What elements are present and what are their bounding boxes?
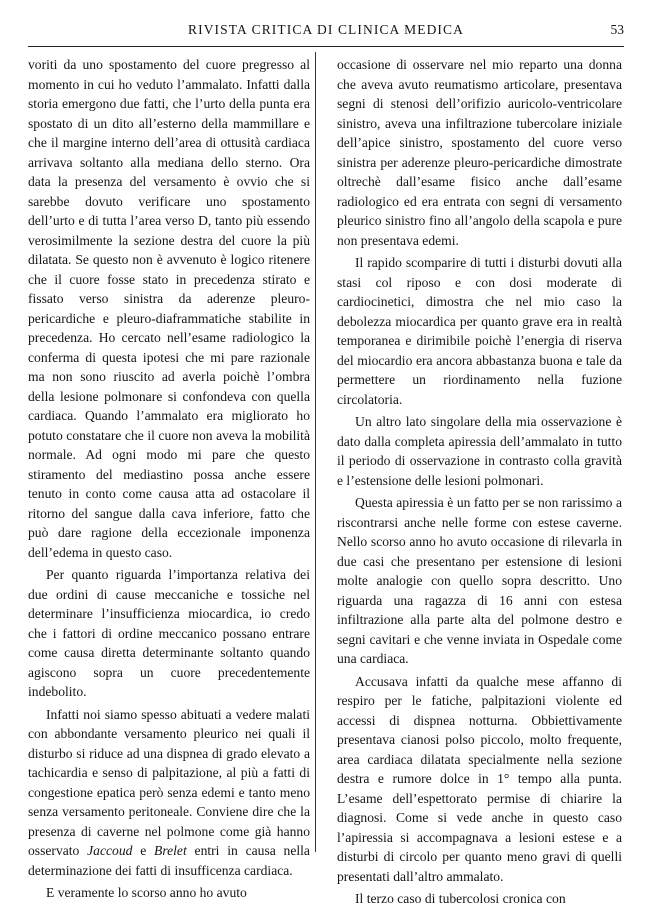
right-column [337, 55, 622, 909]
right-paragraph-6: Il terzo caso di tubercolosi cronica con [355, 891, 566, 906]
left-paragraph-4: E veramente lo scorso anno ho avuto [46, 885, 247, 900]
journal-title: RIVISTA CRITICA DI CLINICA MEDICA [188, 22, 464, 37]
column-divider [315, 52, 316, 852]
left-column [28, 55, 310, 903]
left-paragraph-3 [28, 705, 310, 881]
page-number: 53 [610, 22, 624, 37]
left-paragraph-3-text-a: Infatti noi siamo spesso abituati a vedere malati con abbondante versamento pleurico nei quali il disturbo si riduce ad una dispnea di grado elevato a tachicardia e senso di palpitazione, al più a fatti di congestione epatica però senza edemi e tanto meno senza versamento peritoneale. Conviene dire che la presenza di caverne nel polmone come già hanno osservato [28, 706, 310, 858]
running-header [28, 22, 624, 42]
left-paragraph-2: Per quanto riguarda l’importanza relativa dei due ordini di cause meccaniche e tossiche nel determinare l’insufficienza miocardica, io credo che i fattori di ordine meccanico possano entrare come causa diretta determinante soltanto quando agiscono sopra un cuore precedentemente indebolito. [28, 567, 310, 699]
left-paragraph-1: voriti da uno spostamento del cuore pregresso al momento in cui ho veduto l’ammalato. Infatti dalla storia emergono due fatti, che l’urto della punta era spostato di un dito all’esterno della mammillare e che il margine interno dell’area di ottusità cardiaca arrivava soltanto alla mediana dello sterno. Ora data la presenza del versamento è ovvio che si sarebbe dovuto verificare uno spostamento dell’urto e di tutta l’area verso D, tanto più essendo verosimilmente la sezione destra del cuore la più dilatata. Se questo non è avvenuto è logico ritenere che il cuore fosse stato in precedenza stirato e fissato verso sinistra da aderenze pleuro-pericardiche e pleuro-diaframmatiche stabilite in precedenza. Ho cercato nell’esame radiologico la conferma di questa ipotesi che mi pare razionale ma non sono riuscito ad averla poichè l’ombra della lesione polmonare si confondeva con quella cardiaca. Quando l’ammalato era migliorato ho potuto constatare che il cuore non aveva la mobilità normale. Ad ogni modo mi pare che questo stiramento del mediastino possa anche essere tenuto in conto come causa atta ad ostacolare il ritorno del sangue dalla cava inferiore, fatto che può dare ragione della eccezionale imponenza dell’edema in questo caso. [28, 57, 310, 560]
right-paragraph-3: Un altro lato singolare della mia osservazione è dato dalla completa apiressia dell’ammalato in tutto il periodo di osservazione in contrasto colla gravità e l’estensione delle lesioni polmonari. [337, 414, 622, 488]
right-paragraph-5: Accusava infatti da qualche mese affanno di respiro per le fatiche, palpitazioni violente ed accessi di dispnea notturna. Obbiettivamente presentava cianosi polso piccolo, molto frequente, area cardiaca dilatata specialmente nella sezione destra e rumore dolce in 1° tempo alla punta. L’esame dell’espettorato permise di chiarire la diagnosi. Come si vede anche in questo caso l’apiressia si accompagnava a lesioni estese e a disturbi di circolo per quanto meno gravi di quelli presentati dall’altro ammalato. [337, 673, 622, 884]
right-paragraph-2: Il rapido scomparire di tutti i disturbi dovuti alla stasi col riposo e con dosi moderate di cardiocinetici, dimostra che nel mio caso la debolezza miocardica per quanto grave era in realtà temporanea e dirimibile poichè l’energia di riserva del miocardio era ancora abbastanza buona e tale da permettere un riordinamento nella fuzione circolatoria. [337, 255, 622, 407]
conjunction: e [140, 843, 147, 858]
right-paragraph-4: Questa apiressia è un fatto per se non rarissimo a riscontrarsi anche nelle forme con estese caverne. Nello scorso anno ho avuto occasione di rilevarla in due casi che presentano per estensione di lesioni molte analogie con quello sopra descritto. Uno riguarda una ragazza di 16 anni con estesa infiltrazione alla parte alta del polmone destro e segni cavitari e che venne inviata in Ospedale come una cardiaca. [337, 495, 622, 666]
author-name-brelet: Brelet [154, 843, 187, 858]
header-rule [28, 46, 624, 47]
left-paragraph-3-text-b: entri in causa nella determinazione dei fatti di insufficenza cardiaca. [28, 843, 310, 878]
right-paragraph-1: occasione di osservare nel mio reparto una donna che aveva avuto reumatismo articolare, presentava segni di stenosi dell’orifizio auricolo-ventricolare sinistro, aveva una infiltrazione tubercolare iniziale dell’apice sinistro, spostamento del cuore verso sinistra per aderenze pleuro-pericardiche dimostrate oltrechè dall’esame fisico anche dall’esame radiologico ed era entrata con segni di versamento pleurico sinistro fino all’angolo della scapola e pure non presentava edemi. [337, 57, 622, 248]
author-name-jaccoud: Jaccoud [87, 843, 133, 858]
